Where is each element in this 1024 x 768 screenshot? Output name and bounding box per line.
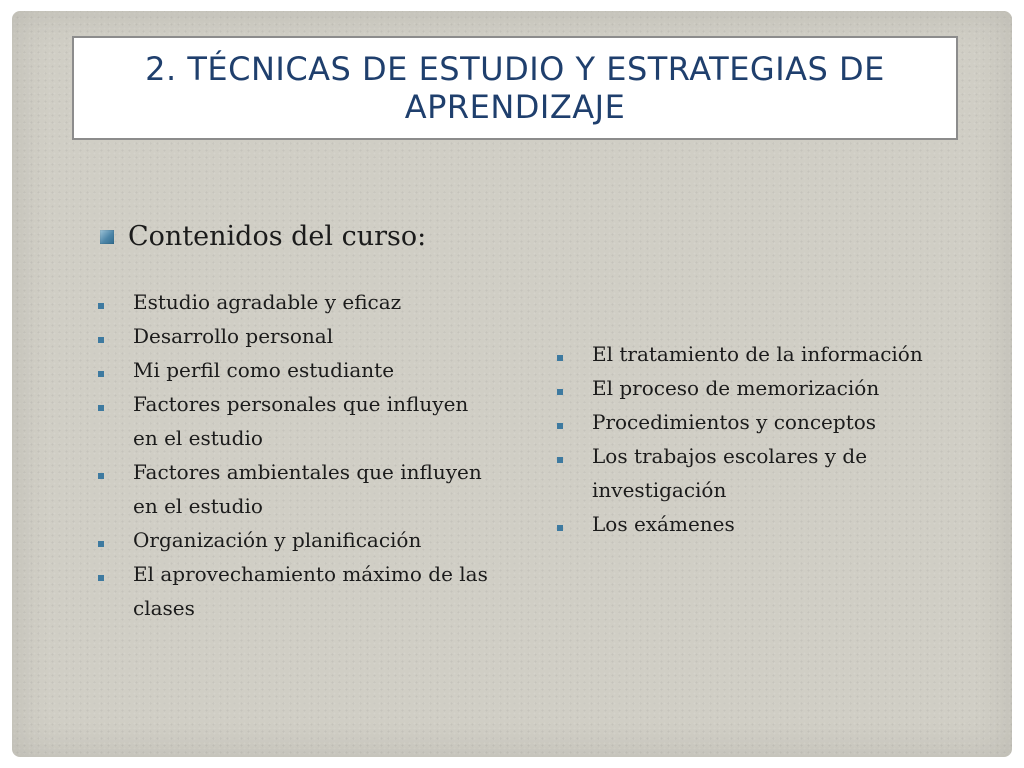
bullet-icon <box>98 337 104 343</box>
bullet-icon <box>98 371 104 377</box>
slide-title: 2. TÉCNICAS DE ESTUDIO Y ESTRATEGIAS DE APRENDIZAJE <box>145 50 885 126</box>
section-heading-text: Contenidos del curso: <box>128 221 427 252</box>
list-item: Desarrollo personal <box>98 319 498 353</box>
bullet-icon <box>98 303 104 309</box>
bullet-icon <box>98 541 104 547</box>
list-item: Procedimientos y conceptos <box>557 405 957 439</box>
list-item: Organización y planificación <box>98 523 498 557</box>
bullet-icon <box>557 525 563 531</box>
bullet-icon <box>98 575 104 581</box>
list-item: El tratamiento de la información <box>557 337 957 371</box>
list-item: Factores personales que influyen en el estudio <box>98 387 498 455</box>
bullet-icon <box>557 457 563 463</box>
list-item: Factores ambientales que influyen en el estudio <box>98 455 498 523</box>
list-item: Los trabajos escolares y de investigación <box>557 439 957 507</box>
square-bullet-icon <box>100 230 114 244</box>
title-box <box>72 36 958 140</box>
bullet-icon <box>98 473 104 479</box>
slide <box>12 11 1012 757</box>
list-item: El aprovechamiento máximo de las clases <box>98 557 498 625</box>
left-content-list <box>98 285 498 625</box>
bullet-icon <box>557 389 563 395</box>
bullet-icon <box>98 405 104 411</box>
list-item: Los exámenes <box>557 507 957 541</box>
right-content-list <box>557 337 957 541</box>
list-item: Mi perfil como estudiante <box>98 353 498 387</box>
list-item: Estudio agradable y eficaz <box>98 285 498 319</box>
bullet-icon <box>557 423 563 429</box>
bullet-icon <box>557 355 563 361</box>
list-item: El proceso de memorización <box>557 371 957 405</box>
section-heading <box>100 221 426 252</box>
